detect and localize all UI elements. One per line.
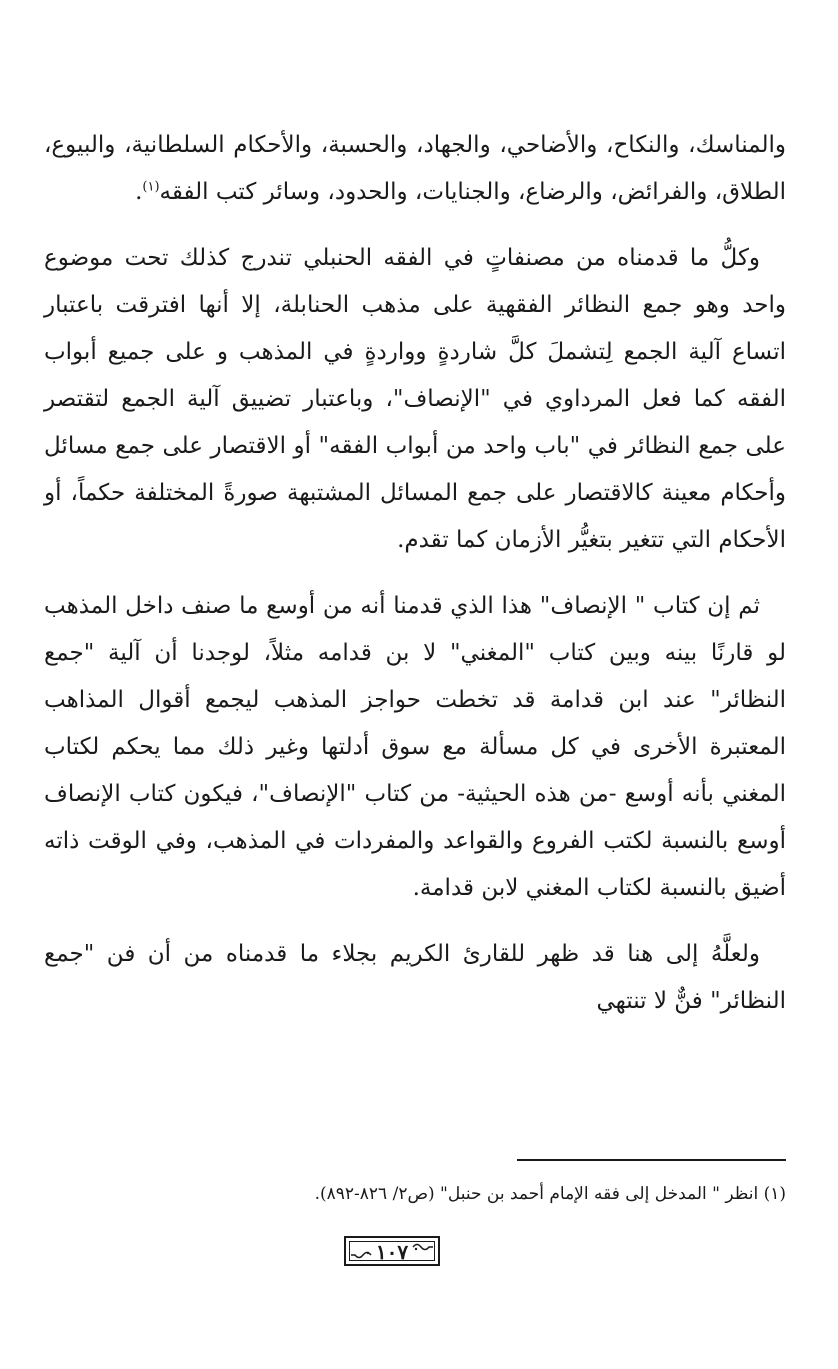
page-number: ١٠٧ [375, 1240, 409, 1264]
paragraph-1 [44, 122, 786, 216]
footnote-reference: (١) [142, 179, 160, 195]
footnote: (١) انظر " المدخل إلى فقه الإمام أحمد بن حنبل" (ص٢/ ٨٢٦-٨٩٢). [314, 1184, 786, 1204]
page-number-frame [344, 1236, 440, 1266]
paragraph-1-end: . [135, 179, 143, 205]
paragraph-1-text: والمناسك، والنكاح، والأضاحي، والجهاد، والحسبة، والأحكام السلطانية، والبيوع، الطلاق، والفرائض، والرضاع، والجنايات، والحدود، وسائر كتب الفقه [44, 132, 786, 205]
paragraph-3: ثم إن كتاب " الإنصاف" هذا الذي قدمنا أنه من أوسع ما صنف داخل المذهب لو قارنًا بينه وبين كتاب "المغني" لا بن قدامه مثلاً، لوجدنا أن آلية "جمع النظائر" عند ابن قدامة قد تخطت حواجز المذهب ليجمع أقوال المذاهب المعتبرة الأخرى في كل مسألة مع سوق أدلتها وغير ذلك مما يحكم لكتاب المغني بأنه أوسع -من هذه الحيثية- من كتاب "الإنصاف"، فيكون كتاب الإنصاف أوسع بالنسبة لكتب الفروع والقواعد والمفردات في المذهب، وفي الوقت ذاته أضيق بالنسبة لكتاب المغني لابن قدامة. [44, 593, 786, 901]
footnote-separator [517, 1159, 786, 1161]
paragraph-4: ولعلَّهُ إلى هنا قد ظهر للقارئ الكريم بجلاء ما قدمناه من أن فن "جمع النظائر" فنٌّ لا تنتهي [44, 941, 786, 1014]
paragraph-2: وكلُّ ما قدمناه من مصنفاتٍ في الفقه الحنبلي تندرج كذلك تحت موضوع واحد وهو جمع النظائر الفقهية على مذهب الحنابلة، إلا أنها افترقت باعتبار اتساع آلية الجمع لِتشملَ كلَّ شاردةٍ وواردةٍ في المذهب و على جميع أبواب الفقه كما فعل المرداوي في "الإنصاف"، وباعتبار تضييق آلية الجمع لتقتصر على جمع النظائر في "باب واحد من أبواب الفقه" أو الاقتصار على جمع مسائل وأحكام معينة كالاقتصار على جمع المسائل المشتبهة صورةً المختلفة حكماً، أو الأحكام التي تتغير بتغيُّر الأزمان كما تقدم. [44, 245, 786, 553]
main-text [44, 122, 786, 1025]
